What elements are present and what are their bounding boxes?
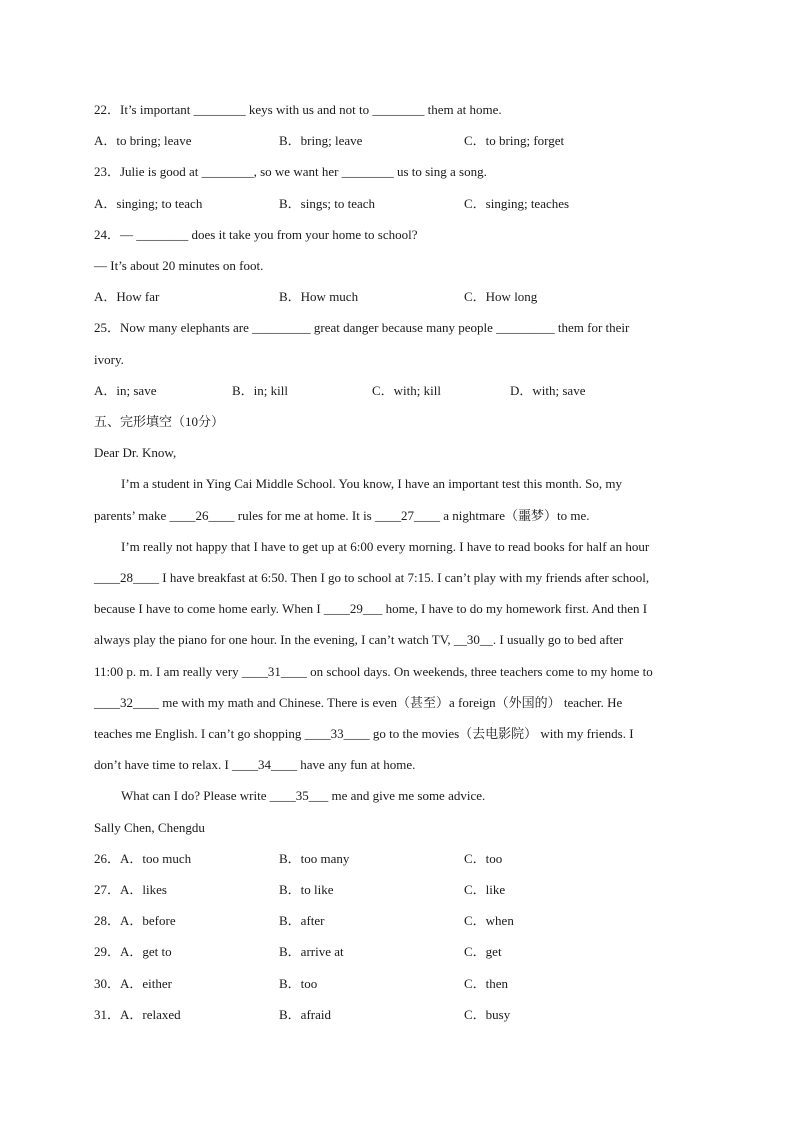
- question-25-stem-cont: ivory.: [94, 352, 124, 367]
- letter-line: I’m really not happy that I have to get up at 6:00 every morning. I have to read books for half an hour: [121, 539, 650, 554]
- q28-option-a: 28．A．before: [94, 913, 176, 928]
- q22-option-c: C．to bring; forget: [464, 133, 565, 148]
- question-22-stem: 22．It’s important ________ keys with us and not to ________ them at home.: [94, 102, 502, 117]
- q31-option-c: C．busy: [464, 1007, 511, 1022]
- letter-line: because I have to come home early. When I ____29___ home, I have to do my homework first. And then I: [94, 601, 648, 616]
- question-25-stem: 25．Now many elephants are _________ great danger because many people _________ them for their: [94, 320, 630, 335]
- letter-line: 11:00 p. m. I am really very ____31____ on school days. On weekends, three teachers come to my home to: [94, 664, 653, 679]
- q30-option-c: C．then: [464, 976, 509, 991]
- letter-greeting: Dear Dr. Know,: [94, 445, 177, 460]
- q27-option-a: 27．A．likes: [94, 882, 167, 897]
- section-title: 五、完形填空（10分）: [94, 414, 225, 429]
- q26-option-a: 26．A．too much: [94, 851, 192, 866]
- q27-option-c: C．like: [464, 882, 506, 897]
- q23-option-a: A．singing; to teach: [94, 196, 203, 211]
- letter-line: ____28____ I have breakfast at 6:50. Then I go to school at 7:15. I can’t play with my friends after school,: [94, 570, 650, 585]
- q27-option-b: B．to like: [279, 882, 334, 897]
- q29-option-a: 29．A．get to: [94, 944, 172, 959]
- q31-option-b: B．afraid: [279, 1007, 331, 1022]
- letter-line: What can I do? Please write ____35___ me and give me some advice.: [121, 788, 486, 803]
- q31-option-a: 31．A．relaxed: [94, 1007, 181, 1022]
- letter-line: parents’ make ____26____ rules for me at home. It is ____27____ a nightmare（噩梦）to me.: [94, 508, 590, 523]
- q24-option-a: A．How far: [94, 289, 160, 304]
- letter-line: ____32____ me with my math and Chinese. There is even（甚至）a foreign（外国的） teacher. He: [94, 695, 623, 710]
- question-23-stem: 23．Julie is good at ________, so we want her ________ us to sing a song.: [94, 164, 487, 179]
- q30-option-b: B．too: [279, 976, 318, 991]
- q25-option-d: D．with; save: [510, 383, 586, 398]
- q26-option-b: B．too many: [279, 851, 350, 866]
- letter-line: teaches me English. I can’t go shopping ____33____ go to the movies（去电影院） with my friends. I: [94, 726, 634, 741]
- q24-option-b: B．How much: [279, 289, 359, 304]
- q22-option-a: A．to bring; leave: [94, 133, 192, 148]
- q30-option-a: 30．A．either: [94, 976, 172, 991]
- question-24-stem: 24．— ________ does it take you from your home to school?: [94, 227, 418, 242]
- letter-line: don’t have time to relax. I ____34____ have any fun at home.: [94, 757, 416, 772]
- question-24-answer-line: — It’s about 20 minutes on foot.: [94, 258, 264, 273]
- q25-option-b: B．in; kill: [232, 383, 288, 398]
- letter-signature: Sally Chen, Chengdu: [94, 820, 205, 835]
- letter-line: I’m a student in Ying Cai Middle School. You know, I have an important test this month. So, my: [121, 476, 622, 491]
- letter-line: always play the piano for one hour. In the evening, I can’t watch TV, __30__. I usually go to bed after: [94, 632, 624, 647]
- q26-option-c: C．too: [464, 851, 503, 866]
- q24-option-c: C．How long: [464, 289, 538, 304]
- q22-option-b: B．bring; leave: [279, 133, 363, 148]
- q23-option-b: B．sings; to teach: [279, 196, 376, 211]
- q29-option-c: C．get: [464, 944, 502, 959]
- q25-option-c: C．with; kill: [372, 383, 441, 398]
- q29-option-b: B．arrive at: [279, 944, 344, 959]
- q23-option-c: C．singing; teaches: [464, 196, 570, 211]
- q28-option-c: C．when: [464, 913, 514, 928]
- q28-option-b: B．after: [279, 913, 325, 928]
- q25-option-a: A．in; save: [94, 383, 157, 398]
